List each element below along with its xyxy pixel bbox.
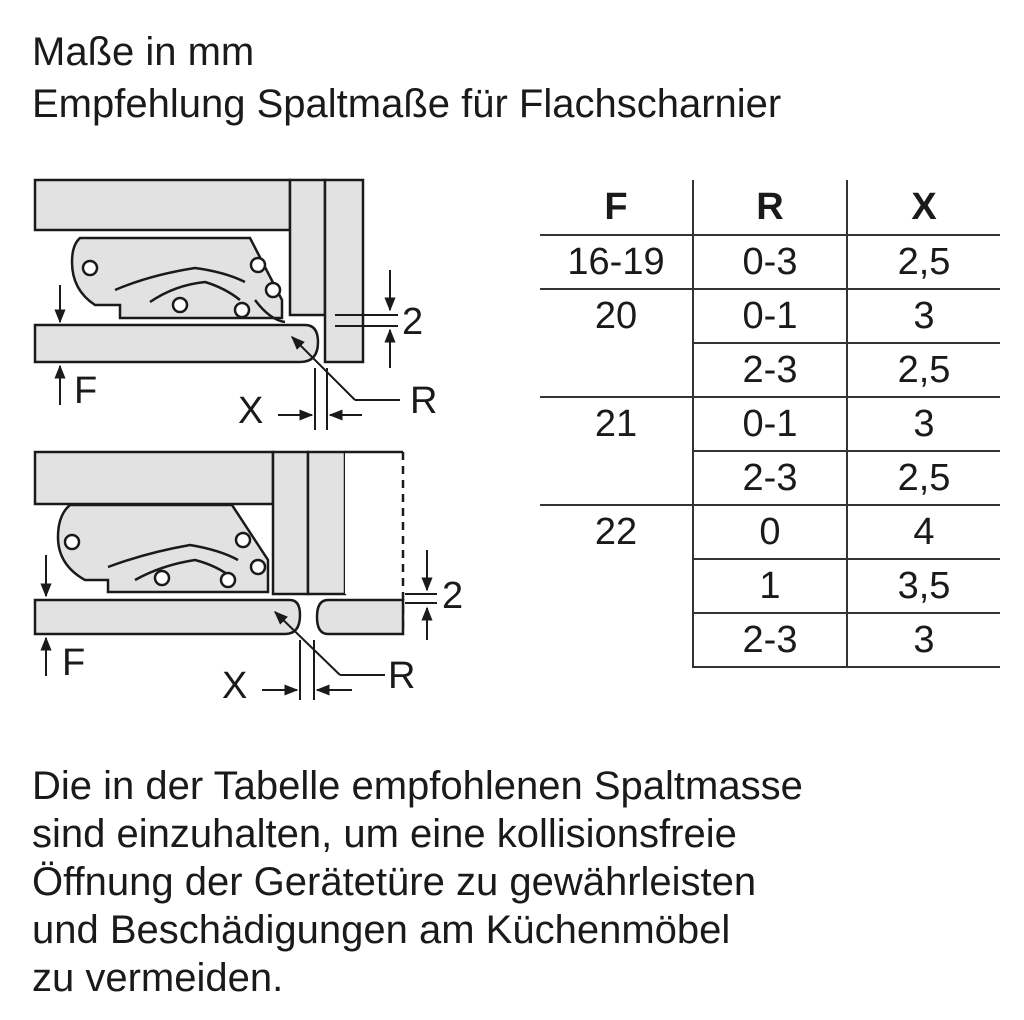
gap-label-bottom: 2 [442,575,464,617]
x-label-bottom: X [222,665,248,707]
cabinet-panel-top [35,180,290,230]
note-line: Die in der Tabelle empfohlenen Spaltmasse [32,764,803,808]
table-row [540,505,1000,559]
hinge-gap-diagram [0,160,520,720]
cell-x: 2,5 [847,343,1000,397]
cell-r: 0-1 [693,397,847,451]
gap-dimension-table [540,180,1000,668]
cell-x: 4 [847,505,1000,559]
header-x: X [847,180,1000,235]
note-line: und Beschädigungen am Küchenmöbel [32,908,731,952]
hinge-mechanism-bottom [58,505,268,592]
side-wall-top [290,180,325,315]
cell-f: 20 [540,289,693,397]
cell-x: 3 [847,613,1000,667]
table-row [540,235,1000,289]
cell-r: 2-3 [693,343,847,397]
cell-r: 2-3 [693,451,847,505]
title-line-heading: Empfehlung Spaltmaße für Flachscharnier [32,82,782,126]
side-wall-bottom [273,452,308,594]
cell-r: 0 [693,505,847,559]
cell-r: 1 [693,559,847,613]
header-r: R [693,180,847,235]
f-label-top: F [74,370,98,412]
appliance-door-panel-bottom [317,600,403,634]
cell-r: 0-1 [693,289,847,343]
appliance-door-top [325,180,363,362]
cell-r: 0-3 [693,235,847,289]
cell-f: 16-19 [540,235,693,289]
cell-x: 3,5 [847,559,1000,613]
page-title [32,26,781,130]
cell-x: 3 [847,289,1000,343]
furniture-door-top [35,325,318,362]
furniture-door-bottom [35,600,300,634]
cabinet-panel-bottom [35,452,273,504]
hinge-diagram-top [35,180,363,362]
note-line: zu vermeiden. [32,956,284,1000]
f-label-bottom: F [62,642,86,684]
title-line-units: Maße in mm [32,30,255,74]
hinge-diagram-bottom [35,452,403,635]
hinge-mechanism-top [72,238,285,322]
note-line: Öffnung der Gerätetüre zu gewährleisten [32,860,757,904]
cell-f: 21 [540,397,693,505]
cell-f: 22 [540,505,693,667]
cell-x: 3 [847,397,1000,451]
table-header-row [540,180,1000,235]
appliance-door-bottom [308,452,345,594]
cell-x: 2,5 [897,240,951,283]
appliance-extension-bottom [345,452,403,594]
r-label-top: R [410,380,438,422]
table-row [540,397,1000,451]
table-row [540,289,1000,343]
gap-label-top: 2 [402,301,424,343]
x-label-top: X [238,390,264,432]
installation-note [32,762,803,1002]
cell-r: 2-3 [693,613,847,667]
r-label-bottom: R [388,655,416,697]
cell-x: 2,5 [847,451,1000,505]
header-f: F [540,180,693,235]
note-line: sind einzuhalten, um eine kollisionsfreie [32,812,737,856]
